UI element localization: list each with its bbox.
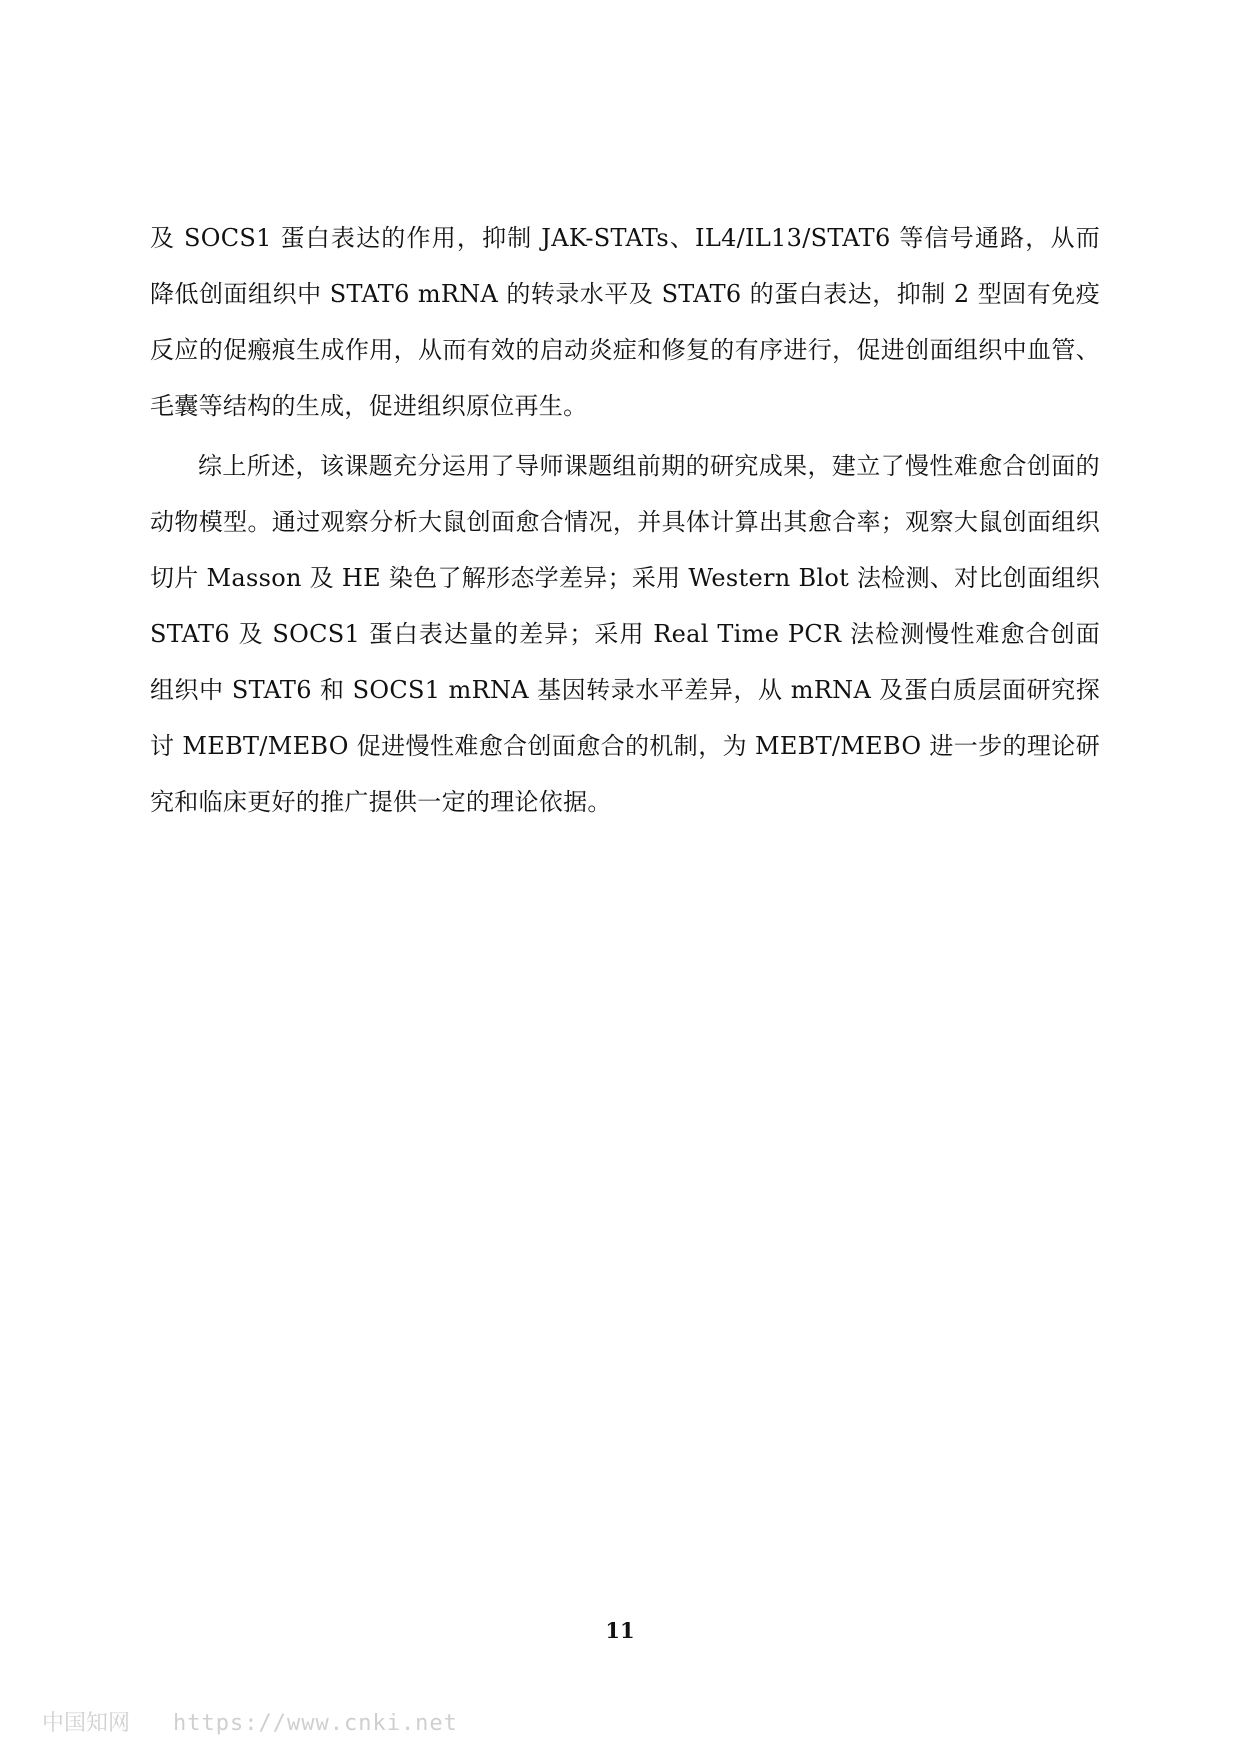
- paragraph-summary: 综上所述，该课题充分运用了导师课题组前期的研究成果，建立了慢性难愈合创面的动物模型。通过观察分析大鼠创面愈合情况，并具体计算出其愈合率；观察大鼠创面组织切片 Masson 及 HE 染色了解形态学差异；采用 Western Blot 法检测、对比创面组织 STAT6 及 SOCS1 蛋白表达量的差异；采用 Real Time PCR 法检测慢性难愈合创面组织中 STAT6 和 SOCS1 mRNA 基因转录水平差异，从 mRNA 及蛋白质层面研究探讨 MEBT/MEBO 促进慢性难愈合创面愈合的机制，为 MEBT/MEBO 进一步的理论研究和临床更好的推广提供一定的理论依据。: [150, 452, 1100, 816]
- watermark-brand: 中国知网: [42, 1711, 131, 1736]
- page-number: 11: [605, 1618, 635, 1643]
- watermark: [42, 1706, 458, 1737]
- body-text: [150, 210, 1100, 830]
- watermark-url: https://www.cnki.net: [173, 1711, 458, 1736]
- paragraph-continued: 及 SOCS1 蛋白表达的作用，抑制 JAK-STATs、IL4/IL13/STAT6 等信号通路，从而降低创面组织中 STAT6 mRNA 的转录水平及 STAT6 的蛋白表达，抑制 2 型固有免疫反应的促瘢痕生成作用，从而有效的启动炎症和修复的有序进行，促进创面组织中血管、毛囊等结构的生成，促进组织原位再生。: [150, 224, 1100, 420]
